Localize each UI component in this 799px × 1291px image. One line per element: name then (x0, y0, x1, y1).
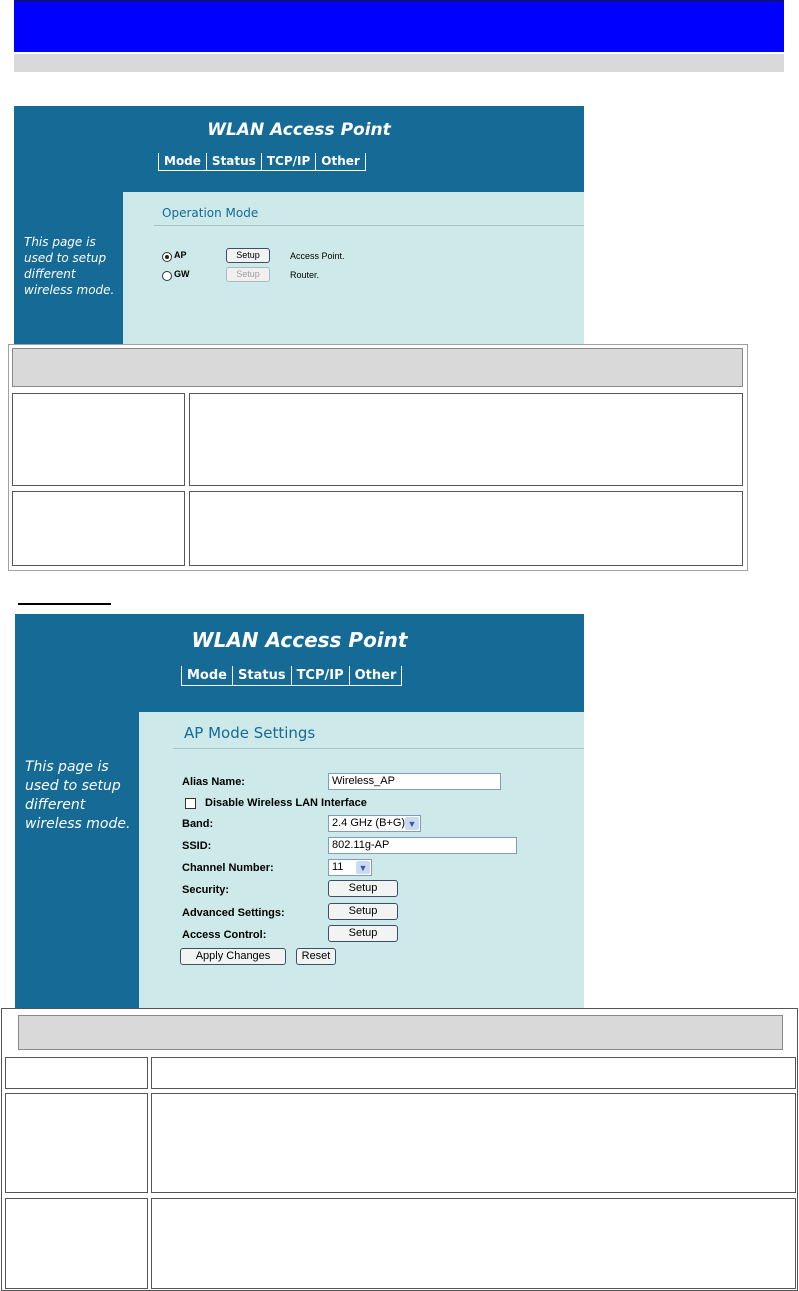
channel-value: 11 (332, 861, 344, 873)
main-nav (181, 666, 402, 686)
table-cell (5, 1093, 148, 1193)
security-setup-button[interactable]: Setup (328, 880, 398, 897)
table-cell (5, 1198, 148, 1289)
nav-mode[interactable]: Mode (181, 666, 232, 686)
title-divider (173, 748, 584, 749)
table-cell (189, 393, 743, 486)
nav-tcpip[interactable]: TCP/IP (291, 666, 349, 686)
security-label: Security: (182, 884, 230, 896)
option-ap-label: AP (174, 250, 187, 260)
description-table-1 (8, 344, 748, 571)
radio-ap[interactable] (162, 252, 172, 262)
advanced-settings-label: Advanced Settings: (182, 907, 285, 919)
sidebar-description: This page is used to setup different wireless mode. (15, 712, 139, 1008)
ap-setup-button[interactable]: Setup (226, 248, 270, 263)
channel-number-label: Channel Number: (182, 862, 274, 874)
table-header (18, 1015, 783, 1050)
option-ap-description: Access Point. (290, 251, 345, 261)
main-nav (158, 153, 366, 171)
table-cell (151, 1093, 796, 1193)
nav-other[interactable]: Other (315, 153, 366, 171)
ap-header (15, 614, 584, 712)
page-title: Operation Mode (162, 206, 259, 220)
access-control-label: Access Control: (182, 929, 267, 941)
option-gw-label: GW (174, 269, 190, 279)
ap-mode-screenshot (15, 614, 584, 1008)
chevron-down-icon: ▼ (356, 861, 370, 874)
page-title: AP Mode Settings (184, 724, 316, 742)
document-banner (14, 0, 784, 52)
alias-name-label: Alias Name: (182, 776, 245, 788)
app-title: WLAN Access Point (207, 120, 391, 140)
table-cell (5, 1057, 148, 1089)
nav-tcpip[interactable]: TCP/IP (261, 153, 315, 171)
nav-other[interactable]: Other (349, 666, 403, 686)
radio-gw[interactable] (162, 271, 172, 281)
alias-name-input[interactable]: Wireless_AP (328, 773, 501, 790)
gw-setup-button: Setup (226, 267, 270, 282)
title-divider (154, 225, 584, 226)
description-table-2 (1, 1008, 798, 1291)
nav-mode[interactable]: Mode (158, 153, 206, 171)
table-cell (12, 491, 185, 566)
section-heading-underline (18, 603, 111, 605)
advanced-setup-button[interactable]: Setup (328, 903, 398, 920)
disable-wlan-label: Disable Wireless LAN Interface (205, 797, 367, 809)
nav-status[interactable]: Status (232, 666, 291, 686)
apply-changes-button[interactable]: Apply Changes (180, 948, 286, 965)
channel-select[interactable] (328, 859, 372, 876)
table-header (12, 348, 743, 387)
band-select[interactable] (328, 815, 421, 832)
band-value: 2.4 GHz (B+G) (332, 817, 406, 829)
option-gw-description: Router. (290, 270, 320, 280)
table-cell (189, 491, 743, 566)
ssid-input[interactable]: 802.11g-AP (328, 837, 517, 854)
table-cell (12, 393, 185, 486)
access-control-setup-button[interactable]: Setup (328, 925, 398, 942)
sidebar-description: This page is used to setup different wireless mode. (14, 192, 123, 344)
reset-button[interactable]: Reset (296, 948, 336, 965)
ssid-label: SSID: (182, 840, 212, 852)
disable-wlan-checkbox[interactable] (185, 798, 196, 809)
table-cell (151, 1057, 796, 1089)
app-title: WLAN Access Point (191, 628, 408, 652)
nav-status[interactable]: Status (206, 153, 261, 171)
chevron-down-icon: ▼ (405, 817, 419, 830)
band-label: Band: (182, 818, 214, 830)
document-subheader-strip (14, 54, 784, 72)
ap-header (14, 106, 584, 192)
operation-mode-screenshot (14, 106, 584, 344)
table-cell (151, 1198, 796, 1289)
